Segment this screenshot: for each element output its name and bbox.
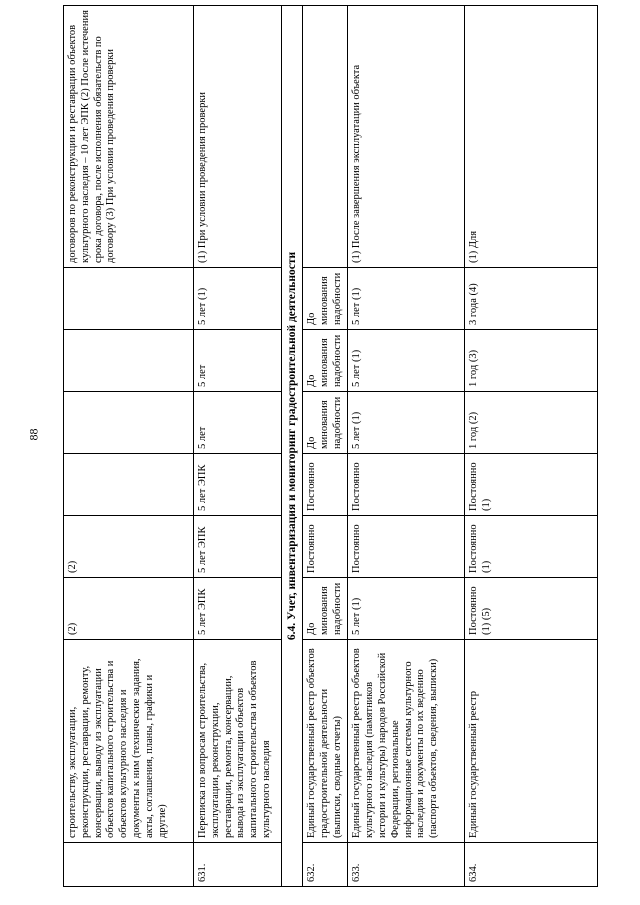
- retention-cell: До минования надобности: [303, 392, 348, 454]
- retention-table: [63, 5, 598, 887]
- table-row: [465, 6, 598, 887]
- retention-cell: 5 лет (1): [348, 330, 465, 392]
- retention-cell: 5 лет ЭПК: [194, 516, 282, 578]
- retention-cell: [64, 454, 194, 516]
- retention-cell: 3 года (4): [465, 268, 598, 330]
- retention-cell: (2): [64, 578, 194, 640]
- retention-cell: [64, 392, 194, 454]
- row-number: 632.: [303, 843, 348, 887]
- retention-cell: 5 лет (1): [194, 268, 282, 330]
- retention-cell: До минования надобности: [303, 330, 348, 392]
- retention-cell: Постоянно: [348, 516, 465, 578]
- row-number: 631.: [194, 843, 282, 887]
- rotated-page-content: [63, 7, 598, 887]
- retention-cell: [64, 330, 194, 392]
- retention-cell: Постоянно: [303, 516, 348, 578]
- row-note: [303, 6, 348, 268]
- retention-cell: До минования надобности: [303, 578, 348, 640]
- retention-cell: 5 лет (1): [348, 392, 465, 454]
- row-number: [64, 843, 194, 887]
- page-number: 88: [26, 428, 41, 441]
- retention-cell: Постоянно: [303, 454, 348, 516]
- retention-cell: До минования надобности: [303, 268, 348, 330]
- retention-cell: Постоянно (1): [465, 454, 598, 516]
- retention-cell: 5 лет (1): [348, 268, 465, 330]
- retention-cell: 5 лет (1): [348, 578, 465, 640]
- row-note: договоров по реконструкции и реставрации объектов культурного наследия – 10 лет ЭПК (2) После истечения срока договора, после исполнения обязательств по договору (3) При условии проведения проверки: [64, 6, 194, 268]
- retention-cell: 5 лет: [194, 392, 282, 454]
- table-row: [64, 6, 194, 887]
- retention-cell: Постоянно: [348, 454, 465, 516]
- retention-cell: Постоянно (1) (5): [465, 578, 598, 640]
- row-description: Единый государственный реестр: [465, 640, 598, 843]
- table-row: [194, 6, 282, 887]
- retention-cell: Постоянно (1): [465, 516, 598, 578]
- row-description: Единый государственный реестр объектов градостроительной деятельности (выписки, сводные отчеты): [303, 640, 348, 843]
- section-title: 6.4. Учет, инвентаризация и мониторинг градостроительной деятельности: [282, 6, 303, 887]
- row-note: (1) Для: [465, 6, 598, 268]
- row-description: Единый государственный реестр объектов культурного наследия (памятников истории и культуры) народов Российской Федерации, региональные информационные системы культурного наследия и документы по их ведению (паспорта объектов, сведения, выписки): [348, 640, 465, 843]
- retention-cell: 5 лет: [194, 330, 282, 392]
- row-note: (1) При условии проведения проверки: [194, 6, 282, 268]
- row-note: (1) После завершения эксплуатации объекта: [348, 6, 465, 268]
- table-row: [303, 6, 348, 887]
- row-number: 633.: [348, 843, 465, 887]
- row-number: 634.: [465, 843, 598, 887]
- row-description: строительству, эксплуатации, реконструкции, реставрации, ремонту, консервации, выводу из эксплуатации объектов капитального строительства и объектов культурного наследия и документы к ним (технические задания, акты, соглашения, планы, графики и другие): [64, 640, 194, 843]
- section-row: [282, 6, 303, 887]
- table-row: [348, 6, 465, 887]
- retention-cell: 1 год (2): [465, 392, 598, 454]
- retention-cell: 5 лет ЭПК: [194, 454, 282, 516]
- retention-cell: [64, 268, 194, 330]
- retention-cell: 1 год (3): [465, 330, 598, 392]
- row-description: Переписка по вопросам строительства, эксплуатации, реконструкции, реставрации, ремонта, консервации, вывода из эксплуатации объектов капитального строительства и объектов культурного наследия: [194, 640, 282, 843]
- retention-cell: (2): [64, 516, 194, 578]
- retention-cell: 5 лет ЭПК: [194, 578, 282, 640]
